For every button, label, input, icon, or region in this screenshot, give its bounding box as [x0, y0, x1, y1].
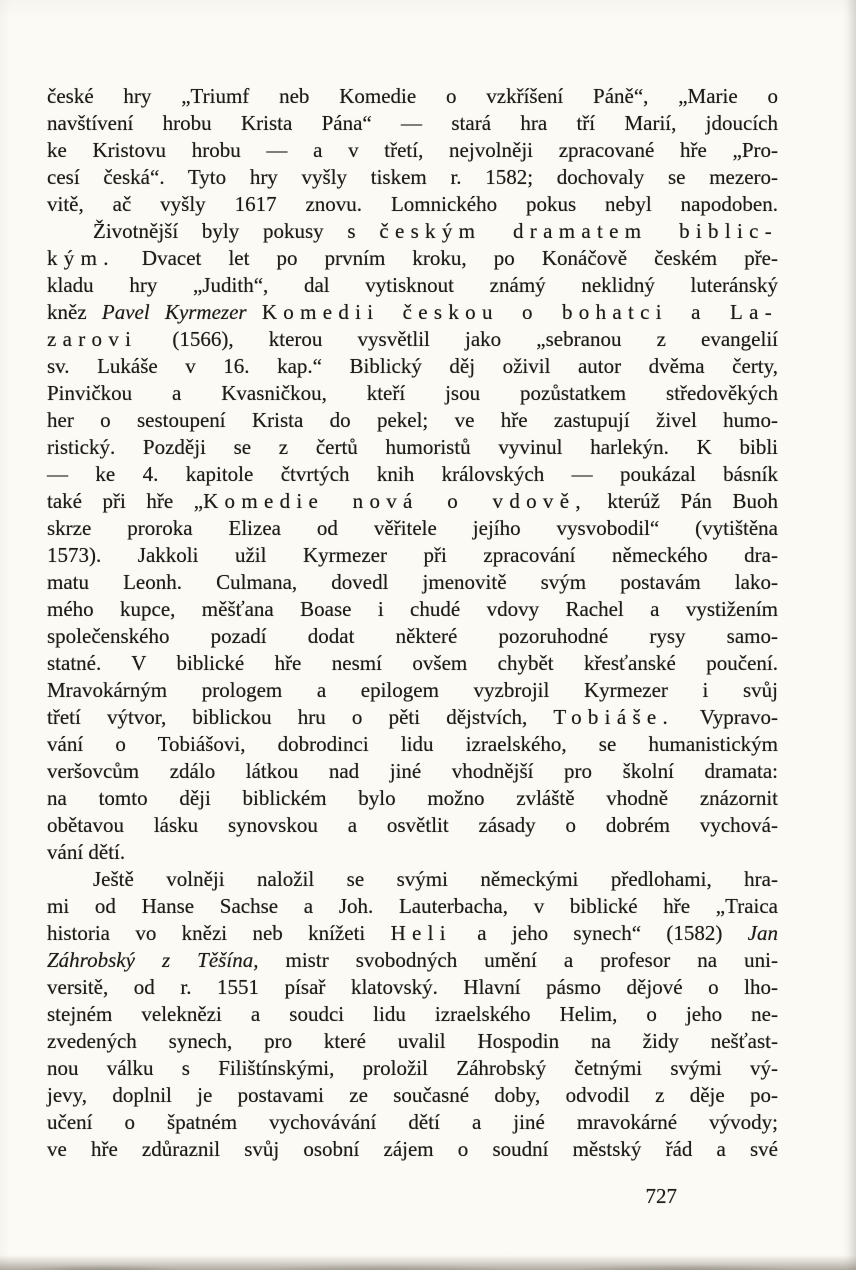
text-line [47, 353, 778, 380]
text-segment: a jeho synech“ (1582) [451, 921, 748, 945]
text-line [47, 839, 778, 866]
italic-text: Pavel Kyrmezer [101, 300, 247, 324]
page-number: 727 [645, 1184, 677, 1208]
text-line [47, 164, 778, 191]
text-segment: ve hře zdůraznil svůj osobní zájem o soudní městský řád a své [47, 1137, 778, 1161]
text-line [47, 218, 778, 245]
text-line [47, 812, 778, 839]
text-line [47, 1028, 778, 1055]
text-segment: také při hře „ [47, 489, 204, 513]
text-segment: Pinvičkou a Kvasničkou, kteří jsou pozůstatkem středověkých [47, 381, 778, 405]
text-line [47, 434, 778, 461]
text-segment: Životnější byly pokusy s [93, 219, 380, 243]
scan-edge-right [847, 0, 856, 1270]
text-segment: nou válku s Filištínskými, proložil Záhrobský četnými svými vý- [47, 1056, 778, 1080]
text-segment: třetí výtvor, biblickou hru o pěti dějstvích, [47, 705, 554, 729]
text-segment: cesí česká“. Tyto hry vyšly tiskem r. 1582; dochovaly se mezero- [47, 165, 778, 189]
text-segment: Dvacet let po prvním kroku, po Konáčově českém pře- [114, 246, 778, 270]
text-line [47, 623, 778, 650]
text-line [47, 380, 778, 407]
text-line [47, 299, 778, 326]
text-segment: společenského pozadí dodat některé pozoruhodné rysy samo- [47, 624, 778, 648]
text-segment: na tomto ději biblickém bylo možno zvláště vhodně znázornit [47, 786, 778, 810]
letterspaced-text: Tobiáše. [553, 705, 675, 729]
paragraph-3 [47, 866, 778, 1163]
text-line [47, 947, 778, 974]
text-line [47, 272, 778, 299]
text-line [47, 488, 778, 515]
text-line [47, 758, 778, 785]
text-segment: — ke 4. kapitole čtvrtých knih královských — poukázal básník [47, 462, 778, 486]
text-segment: vání dětí. [47, 840, 126, 864]
text-segment: jevy, doplnil je postavami ze současné doby, odvodil z děje po- [47, 1083, 778, 1107]
text-segment: vitě, ač vyšly 1617 znovu. Lomnického pokus nebyl napodoben. [47, 192, 778, 216]
text-segment: mého kupce, měšťana Boase i chudé vdovy Rachel a vystižením [47, 597, 778, 621]
text-segment: kladu hry „Judith“, dal vytisknout známý neklidný luteránský [47, 273, 778, 297]
text-line [47, 515, 778, 542]
text-segment: mistr svobodných umění a profesor na uni- [258, 948, 778, 972]
text-segment: Mravokárným prologem a epilogem vyzbrojil Kyrmezer i svůj [47, 678, 778, 702]
text-segment: stejném veleknězi a soudci lidu izraelského Helim, o jeho ne- [47, 1002, 778, 1026]
text-line [47, 1082, 778, 1109]
text-segment: vání o Tobiášovi, dobrodinci lidu izraelského, se humanistickým [47, 732, 778, 756]
text-line [47, 893, 778, 920]
text-line [47, 677, 778, 704]
text-line [47, 191, 778, 218]
text-line [47, 1136, 778, 1163]
text-line [47, 569, 778, 596]
text-line [47, 1109, 778, 1136]
text-segment: sv. Lukáše v 16. kap.“ Biblický děj oživil autor dvěma čerty, [47, 354, 778, 378]
text-line [47, 245, 778, 272]
text-segment: kněz [47, 300, 102, 324]
text-segment: veršovcům zdálo látkou nad jiné vhodnější pro školní dramata: [47, 759, 778, 783]
text-segment: kterúž Pán Buoh [586, 489, 778, 513]
text-segment: Vypravo- [674, 705, 778, 729]
letterspaced-text: Heli [390, 921, 452, 945]
paragraph-1 [47, 83, 778, 218]
text-line [47, 83, 778, 110]
text-segment: učení o špatném vychovávání dětí a jiné mravokárné vývody; [47, 1110, 778, 1134]
text-segment: 1573). Jakkoli užil Kyrmezer při zpracování německého dra- [47, 543, 778, 567]
letterspaced-text: zarovi [47, 327, 138, 351]
letterspaced-text: Komedie nová o vdově, [203, 489, 587, 513]
italic-text: Záhrobský z Těšína, [47, 948, 259, 972]
text-segment [247, 300, 262, 324]
text-line [47, 731, 778, 758]
italic-text: Jan [747, 921, 778, 945]
text-line [47, 1055, 778, 1082]
text-line [47, 110, 778, 137]
text-segment: ristický. Později se z čertů humoristů vyvinul harlekýn. K bibli [47, 435, 778, 459]
text-segment: navštívení hrobu Krista Pána“ — stará hra tří Marií, jdoucích [47, 111, 778, 135]
text-line [47, 542, 778, 569]
text-segment: historia vo knězi neb knížeti [47, 921, 391, 945]
paragraph-2 [47, 218, 778, 866]
text-line [47, 866, 778, 893]
text-segment: mi od Hanse Sachse a Joh. Lauterbacha, v biblické hře „Traica [47, 894, 778, 918]
text-line [47, 407, 778, 434]
text-line [47, 920, 778, 947]
text-line [47, 974, 778, 1001]
text-segment: matu Leonh. Culmana, dovedl jmenovitě svým postavám lako- [47, 570, 778, 594]
text-segment: statné. V biblické hře nesmí ovšem chybět křesťanské poučení. [47, 651, 778, 675]
text-segment: ke Kristovu hrobu — a v třetí, nejvolněji zpracované hře „Pro- [47, 138, 778, 162]
text-segment: Ještě volněji naložil se svými německými předlohami, hra- [93, 867, 778, 891]
text-segment: versitě, od r. 1551 písař klatovský. Hlavní pásmo dějové o lho- [47, 975, 778, 999]
text-segment: obětavou lásku synovskou a osvětlit zásady o dobrém vychová- [47, 813, 778, 837]
text-line [47, 137, 778, 164]
scan-edge-bottom [0, 1255, 856, 1270]
text-segment: zvedených synech, pro které uvalil Hospodin na židy nešťast- [47, 1029, 778, 1053]
text-segment: skrze proroka Elizea od věřitele jejího vysvobodil“ (vytištěna [47, 516, 778, 540]
text-line [47, 596, 778, 623]
text-segment: české hry „Triumf neb Komedie o vzkříšení Páně“, „Marie o [47, 84, 778, 108]
text-line [47, 326, 778, 353]
text-segment: (1566), kterou vysvětlil jako „sebranou z evangelií [137, 327, 778, 351]
text-line [47, 461, 778, 488]
letterspaced-text: českým dramatem biblic- [379, 219, 779, 243]
text-segment: her o sestoupení Krista do pekel; ve hře zastupují živel humo- [47, 408, 778, 432]
letterspaced-text: Komedii českou o bohatci a La- [261, 300, 779, 324]
text-line [47, 650, 778, 677]
body-text [47, 83, 778, 1163]
text-line [47, 1001, 778, 1028]
text-line [47, 704, 778, 731]
text-line [47, 785, 778, 812]
letterspaced-text: kým. [47, 246, 115, 270]
